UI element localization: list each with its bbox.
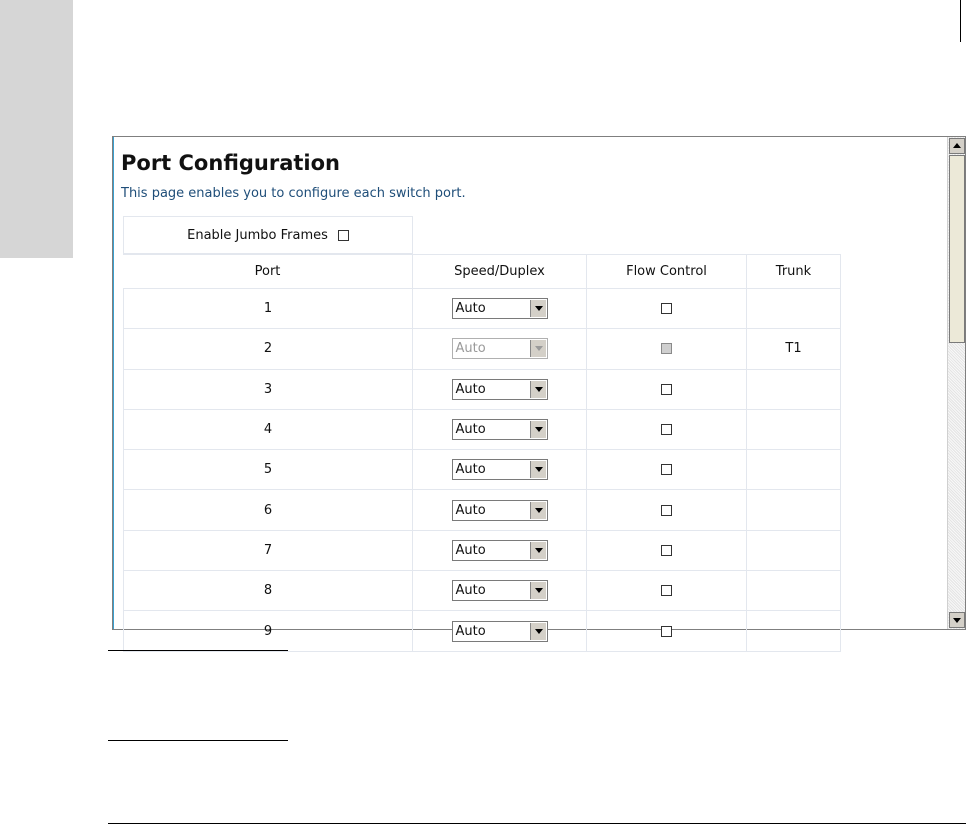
scroll-down-arrow-icon[interactable] <box>949 612 965 628</box>
trunk-value <box>747 410 841 450</box>
speed-duplex-cell <box>413 289 587 329</box>
table-row <box>123 410 841 450</box>
trunk-value <box>747 450 841 490</box>
speed-duplex-cell <box>413 329 587 369</box>
table-row <box>123 531 841 571</box>
speed-duplex-value: Auto <box>455 542 486 558</box>
flow-control-cell <box>587 450 747 490</box>
trunk-value <box>747 611 841 651</box>
speed-duplex-select[interactable] <box>452 298 548 319</box>
port-number: 4 <box>123 410 413 450</box>
dropdown-arrow-icon[interactable] <box>530 542 546 559</box>
port-number: 1 <box>123 289 413 329</box>
table-row <box>123 289 841 329</box>
port-number: 7 <box>123 531 413 571</box>
speed-duplex-select[interactable] <box>452 419 548 440</box>
port-number: 9 <box>123 611 413 651</box>
speed-duplex-value: Auto <box>455 462 486 478</box>
speed-duplex-cell <box>413 611 587 651</box>
speed-duplex-select[interactable] <box>452 580 548 601</box>
flow-control-checkbox[interactable] <box>661 303 672 314</box>
flow-control-checkbox[interactable] <box>661 545 672 556</box>
dropdown-arrow-icon[interactable] <box>530 381 546 398</box>
dropdown-arrow-icon[interactable] <box>530 502 546 519</box>
flow-control-checkbox[interactable] <box>661 585 672 596</box>
trunk-value <box>747 490 841 530</box>
top-divider <box>960 0 961 42</box>
trunk-value <box>747 370 841 410</box>
table-row <box>123 571 841 611</box>
port-number: 8 <box>123 571 413 611</box>
dropdown-arrow-icon[interactable] <box>530 623 546 640</box>
header-port: Port <box>123 254 413 289</box>
speed-duplex-select[interactable] <box>452 621 548 642</box>
speed-duplex-cell <box>413 450 587 490</box>
trunk-value <box>747 571 841 611</box>
speed-duplex-value: Auto <box>455 502 486 518</box>
speed-duplex-cell <box>413 410 587 450</box>
port-number: 5 <box>123 450 413 490</box>
flow-control-cell <box>587 531 747 571</box>
trunk-value <box>747 531 841 571</box>
dropdown-arrow-icon[interactable] <box>530 300 546 317</box>
speed-duplex-cell <box>413 531 587 571</box>
port-number: 3 <box>123 370 413 410</box>
table-row <box>123 611 841 651</box>
scroll-up-arrow-icon[interactable] <box>949 138 965 154</box>
flow-control-cell <box>587 490 747 530</box>
header-trunk: Trunk <box>747 254 841 289</box>
flow-control-checkbox[interactable] <box>661 505 672 516</box>
speed-duplex-value: Auto <box>455 422 486 438</box>
speed-duplex-value: Auto <box>455 623 486 639</box>
port-number: 6 <box>123 490 413 530</box>
speed-duplex-select[interactable] <box>452 459 548 480</box>
flow-control-checkbox[interactable] <box>661 626 672 637</box>
speed-duplex-value: Auto <box>455 301 486 317</box>
dropdown-arrow-icon[interactable] <box>530 582 546 599</box>
table-row <box>123 450 841 490</box>
flow-control-cell <box>587 571 747 611</box>
speed-duplex-value: Auto <box>455 583 486 599</box>
page-description: This page enables you to configure each switch port. <box>121 186 466 201</box>
speed-duplex-select[interactable] <box>452 500 548 521</box>
table-row <box>123 329 841 369</box>
trunk-value: T1 <box>747 329 841 369</box>
flow-control-checkbox[interactable] <box>661 424 672 435</box>
flow-control-checkbox[interactable] <box>661 384 672 395</box>
table-row <box>123 370 841 410</box>
header-flow-control: Flow Control <box>587 254 747 289</box>
dropdown-arrow-icon <box>530 340 546 357</box>
speed-duplex-cell <box>413 490 587 530</box>
side-tab <box>0 0 73 258</box>
frame-content <box>113 137 947 639</box>
port-table <box>123 289 841 652</box>
dropdown-arrow-icon[interactable] <box>530 461 546 478</box>
header-speed-duplex: Speed/Duplex <box>413 254 587 289</box>
speed-duplex-cell <box>413 571 587 611</box>
flow-control-cell <box>587 370 747 410</box>
flow-control-cell <box>587 329 747 369</box>
speed-duplex-value: Auto <box>455 341 486 357</box>
flow-control-cell <box>587 611 747 651</box>
flow-control-cell <box>587 410 747 450</box>
scroll-thumb[interactable] <box>949 155 965 343</box>
page-title: Port Configuration <box>121 151 341 175</box>
table-header <box>123 254 841 289</box>
speed-duplex-select[interactable] <box>452 540 548 561</box>
speed-duplex-select[interactable] <box>452 379 548 400</box>
flow-control-checkbox[interactable] <box>661 464 672 475</box>
table-row <box>123 490 841 530</box>
footer-rule <box>108 823 966 824</box>
flow-control-checkbox <box>661 343 672 354</box>
jumbo-frames-checkbox[interactable] <box>338 230 349 241</box>
frame-left-rule <box>113 137 114 629</box>
dropdown-arrow-icon[interactable] <box>530 421 546 438</box>
port-number: 2 <box>123 329 413 369</box>
vertical-scrollbar[interactable] <box>947 137 965 629</box>
footnote-rule-2 <box>108 740 288 741</box>
trunk-value <box>747 289 841 329</box>
jumbo-frames-label: Enable Jumbo Frames <box>187 227 328 243</box>
jumbo-frames-option <box>123 216 413 254</box>
speed-duplex-cell <box>413 370 587 410</box>
footnote-rule-1 <box>108 650 288 651</box>
speed-duplex-value: Auto <box>455 381 486 397</box>
browser-frame <box>112 136 966 639</box>
speed-duplex-select <box>452 338 548 359</box>
flow-control-cell <box>587 289 747 329</box>
